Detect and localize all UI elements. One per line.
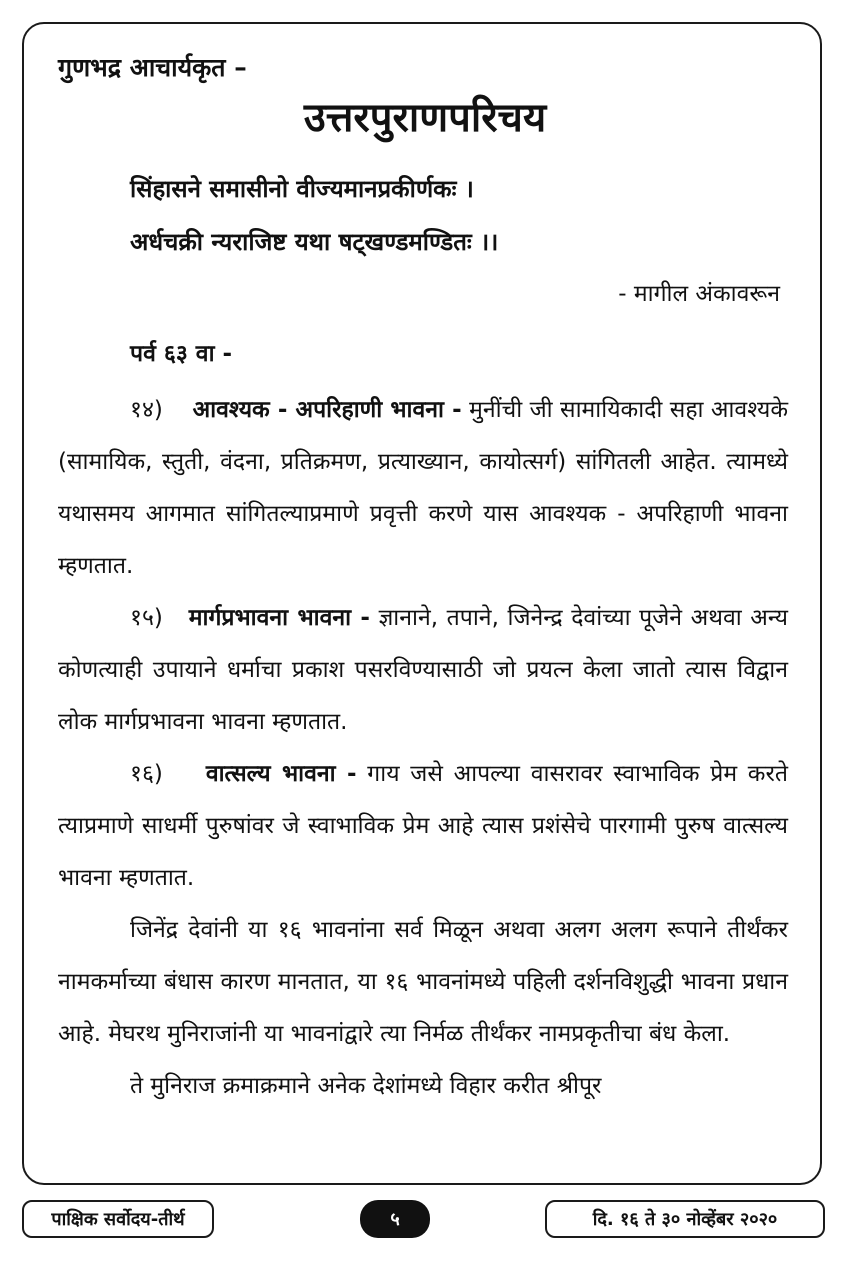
verse-line-1: सिंहासने समासीनो वीज्यमानप्रकीर्णकः । (130, 175, 474, 203)
paragraph-number: १५) (130, 605, 163, 631)
verse-line-2: अर्धचक्री न्यराजिष्ट यथा षट्खण्डमण्डितः ।। (130, 228, 499, 256)
paragraph-heading: मार्गप्रभावना भावना - (188, 605, 370, 631)
page-title: उत्तरपुराणपरिचय (303, 95, 547, 141)
paragraph-text: ते मुनिराज क्रमाक्रमाने अनेक देशांमध्ये विहार करीत श्रीपूर (130, 1073, 602, 1099)
section-title: पर्व ६३ वा - (130, 341, 233, 367)
paragraph-text: गाय जसे आपल्या वासरावर स्वाभाविक प्रेम करते त्याप्रमाणे साधर्मी पुरुषांवर जे स्वाभाविक प्रेम आहे त्यास प्रशंसेचे पारगामी पुरुष वात्सल्य भावना म्हणतात. (58, 761, 788, 891)
paragraph-number: १६) (130, 761, 163, 787)
verse-attribution: - मागील अंकावरून (618, 281, 780, 307)
paragraph-heading: आवश्यक - अपरिहाणी भावना - (192, 397, 462, 423)
paragraph-text: ज्ञानाने, तपाने, जिनेन्द्र देवांच्या पूजेने अथवा अन्य कोणत्याही उपायाने धर्माचा प्रकाश पसरविण्यासाठी जो प्रयत्न केला जातो त्यास विद्वान लोक मार्गप्रभावना भावना म्हणतात. (58, 605, 789, 735)
paragraph-number: १४) (130, 397, 163, 423)
paragraph-16 (58, 748, 788, 904)
issue-date: दि. १६ ते ३० नोव्हेंबर २०२० (545, 1200, 825, 1238)
paragraph-15 (58, 592, 788, 748)
author-heading: गुणभद्र आचार्यकृत – (58, 53, 247, 82)
article-body (58, 384, 788, 1112)
paragraph-heading: वात्सल्य भावना - (205, 761, 357, 787)
paragraph-14 (58, 384, 788, 592)
paragraph-summary (58, 904, 788, 1060)
paragraph-text: मुनींची जी सामायिकादी सहा आवश्यके (सामायिक, स्तुती, वंदना, प्रतिक्रमण, प्रत्याख्यान, कायोत्सर्ग) सांगितली आहेत. त्यामध्ये यथासमय आगमात सांगितल्याप्रमाणे प्रवृत्ती करणे यास आवश्यक - अपरिहाणी भावना म्हणतात. (58, 397, 788, 579)
publication-name: पाक्षिक सर्वोदय-तीर्थ (22, 1200, 214, 1238)
paragraph-continued (58, 1060, 788, 1112)
paragraph-text: जिनेंद्र देवांनी या १६ भावनांना सर्व मिळून अथवा अलग अलग रूपाने तीर्थंकर नामकर्माच्या बंधास कारण मानतात, या १६ भावनांमध्ये पहिली दर्शनविशुद्धी भावना प्रधान आहे. मेघरथ मुनिराजांनी या भावनांद्वारे त्या निर्मळ तीर्थंकर नामप्रकृतीचा बंध केला. (58, 917, 788, 1047)
page-number: ५ (360, 1200, 430, 1238)
